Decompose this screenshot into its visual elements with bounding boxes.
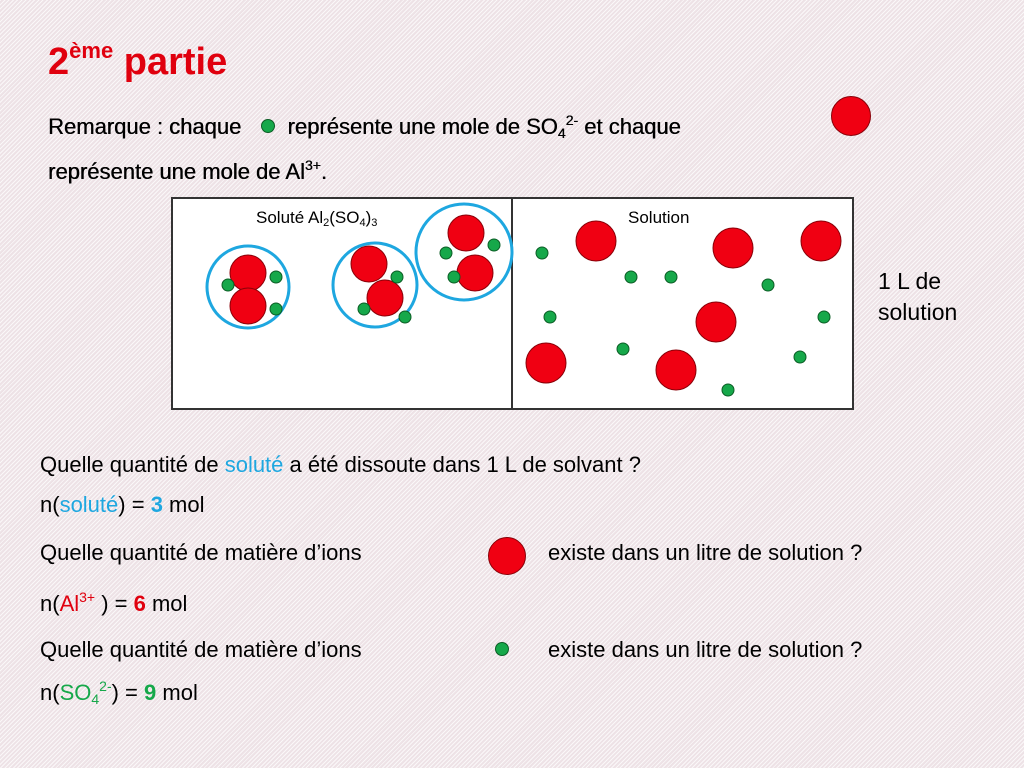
al-ion-icon [801,221,841,261]
answer-2: $n(Al^{3+}$ ) = 6 mol [40,589,188,616]
al-ion-icon [457,255,493,291]
al-ion-icon [656,350,696,390]
so4-ion-icon [399,311,411,323]
slide-title: 2ème partie [48,38,228,83]
solution-header: Solution [628,208,690,227]
so4-ion-icon [448,271,460,283]
side-note-line-1: 1 L de [878,268,942,294]
al-ion-icon [367,280,403,316]
question-2: Quelle quantité de matière d’ions [40,540,362,565]
al-ion-icon [230,255,266,291]
so4-ion-icon [617,343,629,355]
so4-ion-icon [625,271,637,283]
al-ion-icon [526,343,566,383]
solute-header: Soluté $Al_2(SO_4)_3$ [256,208,378,229]
so4-ion-icon [722,384,734,396]
remark-line-2: représente une mole de $Al^{3+}$. [48,157,327,184]
question-1: Quelle quantité de soluté a été dissoute dans 1 L de solvant ? [40,452,641,477]
answer-3: $n(SO_4^{2-}) = 9$ mol [40,678,198,707]
question-3: Quelle quantité de matière d’ions [40,637,362,662]
al-ion-icon [696,302,736,342]
so4-ion-icon [665,271,677,283]
al-ion-icon [448,215,484,251]
side-note-line-2: solution [878,299,958,325]
so4-ion-icon [391,271,403,283]
so4-ion-icon [358,303,370,315]
solute-units [207,204,512,328]
side-note [878,266,957,328]
remark-line-1: Remarque : chaque représente une mole de $SO_4^{2-}$ et chaque [48,112,681,141]
al-ion-icon [351,246,387,282]
al-ion-icon [576,221,616,261]
question-3-end: existe dans un litre de solution ? [548,637,863,662]
so4-ion-icon [762,279,774,291]
so4-ion-icon [794,351,806,363]
so4-ion-icon [818,311,830,323]
al-ion-icon [488,537,526,575]
solution-ions [526,221,841,396]
so4-ion-icon [544,311,556,323]
so4-ion-icon [270,303,282,315]
so4-ion-icon [222,279,234,291]
al-ion-icon [713,228,753,268]
so4-ion-icon [488,239,500,251]
so4-ion-icon [440,247,452,259]
al-ion-icon [230,288,266,324]
so4-ion-icon [536,247,548,259]
answer-1: n(soluté) = 3 mol [40,492,205,517]
question-2-end: existe dans un litre de solution ? [548,540,863,565]
so4-ion-icon [270,271,282,283]
so4-ion-icon [495,642,509,656]
